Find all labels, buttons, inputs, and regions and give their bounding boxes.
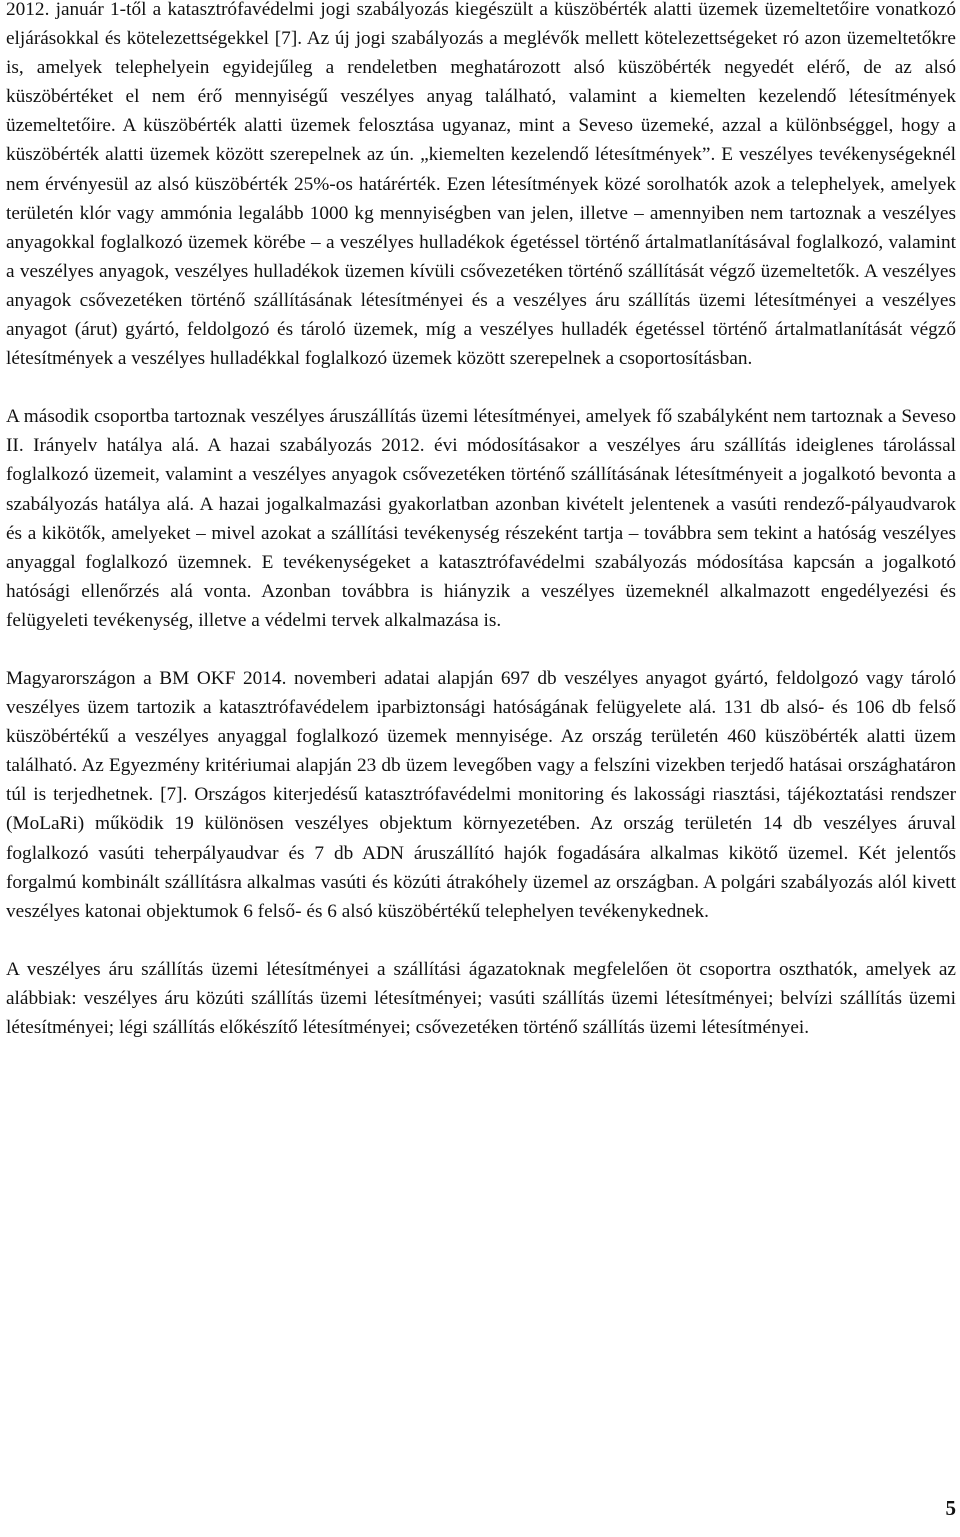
paragraph-1: [6, 0, 956, 373]
paragraph-text: A küszöbérték alatti üzemek felosztása ugyanaz, mint a Seveso üzemeké, azzal a különbséggel, hogy a küszöbérték alatti üzemek között szerepelnek az ún. „kiemelten kezelendő létesítmények”. E veszélyes tevékenységeknél nem érvényesül az alsó küszöbérték 25%-os határérték.: [6, 115, 956, 195]
paragraph-text: Országos kiterjedésű katasztrófavédelmi monitoring és lakossági riasztási, tájékoztatási rendszer (MoLaRi) működik 19 különösen veszélyes objektum környezetében.: [6, 784, 956, 835]
paragraph-text: 131 db alsó- és 106 db felső küszöbértékű a veszélyes anyaggal foglalkozó üzemek mennyisége. Az ország területén 460 küszöbérték alatti üzem található.: [6, 697, 956, 777]
document-page: [6, 0, 956, 1042]
paragraph-text: A veszélyes áru szállítás üzemi létesítményei a szállítási ágazatoknak megfelelően öt csoportra oszthatók, amelyek az alábbiak: veszélyes áru közúti szállítás üzemi létesítményei; vasúti szállítás üzemi létesítményei; belvízi szállítás üzemi létesítményei; légi szállítás előkészítő létesítményei; csővezetéken történő szállítás üzemi létesítményei.: [6, 958, 956, 1038]
paragraph-3: [6, 664, 956, 926]
paragraph-text: A hazai jogalkalmazási gyakorlatban azonban kivételt jelentenek a vasúti rendező-pályaudvarok és a kikötők, amelyeket – mivel azokat a szállítási tevékenység részeként tartja – továbbra sem tekint a hatóság veszélyes anyaggal foglalkozó üzemnek.: [6, 493, 956, 573]
paragraph-text: Az Egyezmény kritériumai alapján 23 db üzem levegőben vagy a felszíni vizekben terjedő hatásai országhatáron túl is terjedhetnek. [7].: [6, 755, 956, 806]
paragraph-spacer: [6, 635, 956, 664]
paragraph-text: Ezen létesítmények közé sorolhatók azok a telephelyek, amelyek területén klór vagy ammónia legalább 1000 kg mennyiségben van jelen, illetve – amennyiben nem tartoznak a veszélyes anyagokkal foglalkozó üzemek körébe – a veszélyes hulladékok égetéssel történő ártalmatlanításával foglalkozó, valamint a veszélyes anyagok, veszélyes hulladékok üzemen kívüli csővezetéken történő szállítását végző üzemeltetők.: [6, 173, 956, 282]
paragraph-text: E tevékenységeket a katasztrófavédelmi szabályozás módosítása kapcsán a jogalkotó hatósági ellenőrzés alá vonta. Azonban továbbra is hiányzik a veszélyes üzemeknél alkalmazott engedélyezési és felügyeleti tevékenység, illetve a védelmi tervek alkalmazása is.: [6, 551, 956, 631]
paragraph-text: A polgári szabályozás alól kivett veszélyes katonai objektumok 6 felső- és 6 alsó küszöbértékű telephelyen tevékenykednek.: [6, 871, 956, 922]
paragraph-spacer: [6, 926, 956, 955]
paragraph-text: A hazai szabályozás 2012. évi módosításakor a veszélyes áru szállítás ideiglenes tárolással foglalkozó üzemeit, valamint a veszélyes anyagok csővezetéken történő szállításának létesítményeit a jogalkotó bevonta a szabályozás hatálya alá.: [6, 435, 956, 515]
paragraph-4: [6, 955, 956, 1042]
paragraph-text: Az ország területén 14 db veszélyes áruval foglalkozó vasúti teherpályaudvar és 7 db ADN áruszállító hajók fogadására alkalmas kikötő üzemel. Két jelentős forgalmú kombinált szállításra alkalmas vasúti és közúti átrakóhely üzemel az országban.: [6, 813, 956, 893]
paragraph-2: [6, 402, 956, 635]
paragraph-spacer: [6, 373, 956, 402]
paragraph-text: 2012. január 1-től a katasztrófavédelmi jogi szabályozás kiegészült a küszöbérték alatti üzemek üzemeltetőire vonatkozó eljárásokkal és kötelezettségekkel [7]. Az új jogi szabályozás a meglévők mellett kötelezettségeket ró azon üzemeltetőkre is, amelyek telephelyein egyidejűleg a rendeletben meghatározott alsó küszöbérték negyedét elérő, de az alsó küszöbértéket el nem érő mennyiségű veszélyes anyag található, valamint a kiemelten kezelendő létesítmények üzemeltetőire.: [6, 0, 956, 137]
page-number: 5: [945, 1496, 956, 1520]
paragraph-text: Magyarországon a BM OKF 2014. novemberi adatai alapján 697 db veszélyes anyagot gyártó, feldolgozó vagy tároló veszélyes üzem tartozik a katasztrófavédelem iparbiztonsági hatóságának felügyelete alá.: [6, 667, 956, 719]
paragraph-text: A második csoportba tartoznak veszélyes áruszállítás üzemi létesítményei, amelyek fő szabályként nem tartoznak a Seveso II. Irányelv hatálya alá.: [6, 406, 956, 457]
paragraph-text: A veszélyes anyagok csővezetéken történő szállításának létesítményei és a veszélyes áru szállítás üzemi létesítményei a veszélyes anyagot (árut) gyártó, feldolgozó és tároló üzemek, míg a veszélyes hulladék égetéssel történő ártalmatlanítását végző létesítmények a veszélyes hulladékkal foglalkozó üzemek között szerepelnek a csoportosításban.: [6, 260, 956, 370]
